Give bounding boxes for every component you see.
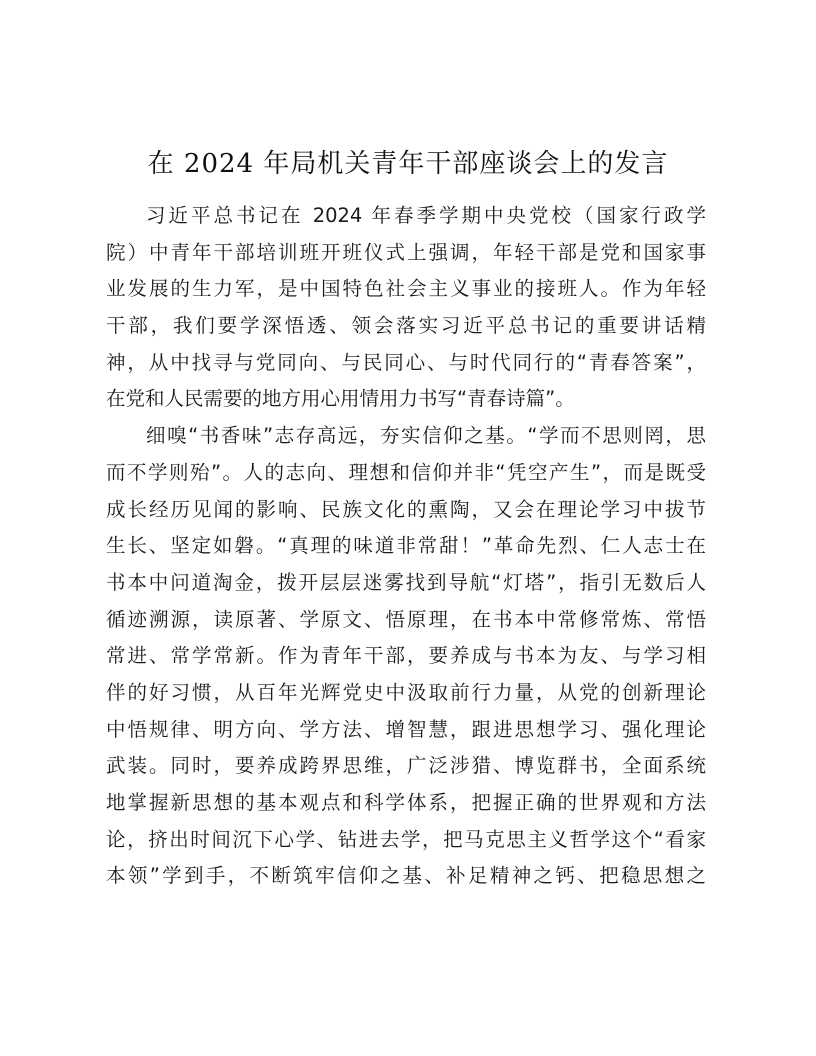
paragraph-2-line-1: 细嗅“书香味”志存高远，夯实信仰之基。“学而不思则罔，思 — [146, 424, 706, 448]
paragraph-2-line-8: 伴的好习惯，从百年光辉党史中汲取前行力量，从党的创新理论 — [106, 680, 706, 704]
paragraph-2-line-9: 中悟规律、明方向、学方法、增智慧，跟进思想学习、强化理论 — [106, 717, 706, 741]
paragraph-2-line-4: 生长、坚定如磐。“真理的味道非常甜！”革命先烈、仁人志士在 — [106, 534, 706, 558]
paragraph-1-line-2: 院）中青年干部培训班开班仪式上强调，年轻干部是党和国家事 — [106, 240, 706, 264]
paragraph-2-line-2: 而不学则殆”。人的志向、理想和信仰并非“凭空产生”，而是既受 — [106, 460, 706, 484]
paragraph-1-line-5: 神，从中找寻与党同向、与民同心、与时代同行的“青春答案”， — [106, 350, 706, 374]
document-body — [106, 198, 706, 895]
paragraph-2-line-7: 常进、常学常新。作为青年干部，要养成与书本为友、与学习相 — [106, 644, 706, 668]
paragraph-1-line-3: 业发展的生力军，是中国特色社会主义事业的接班人。作为年轻 — [106, 277, 706, 301]
paragraph-2-line-10: 武装。同时，要养成跨界思维，广泛涉猎、博览群书，全面系统 — [106, 754, 706, 778]
paragraph-2-line-12: 论，挤出时间沉下心学、钻进去学，把马克思主义哲学这个“看家 — [106, 827, 706, 851]
paragraph-1-line-6: 在党和人民需要的地方用心用情用力书写“青春诗篇”。 — [106, 387, 575, 411]
paragraph-1-line-1: 习近平总书记在 2024 年春季学期中央党校（国家行政学 — [146, 204, 706, 227]
paragraph-2-line-6: 循迹溯源，读原著、学原文、悟原理，在书本中常修常炼、常悟 — [106, 607, 706, 631]
paragraph-1-line-4: 干部，我们要学深悟透、领会落实习近平总书记的重要讲话精 — [106, 314, 706, 338]
paragraph-2-line-11: 地掌握新思想的基本观点和科学体系，把握正确的世界观和方法 — [106, 791, 706, 814]
paragraph-2-line-5: 书本中问道淘金，拨开层层迷雾找到导航“灯塔”，指引无数后人 — [106, 570, 706, 594]
document-title: 在 2024 年局机关青年干部座谈会上的发言 — [147, 149, 669, 179]
paragraph-2-line-13: 本领”学到手，不断筑牢信仰之基、补足精神之钙、把稳思想之 — [106, 864, 706, 888]
paragraph-2-line-3: 成长经历见闻的影响、民族文化的熏陶，又会在理论学习中拔节 — [106, 497, 706, 521]
